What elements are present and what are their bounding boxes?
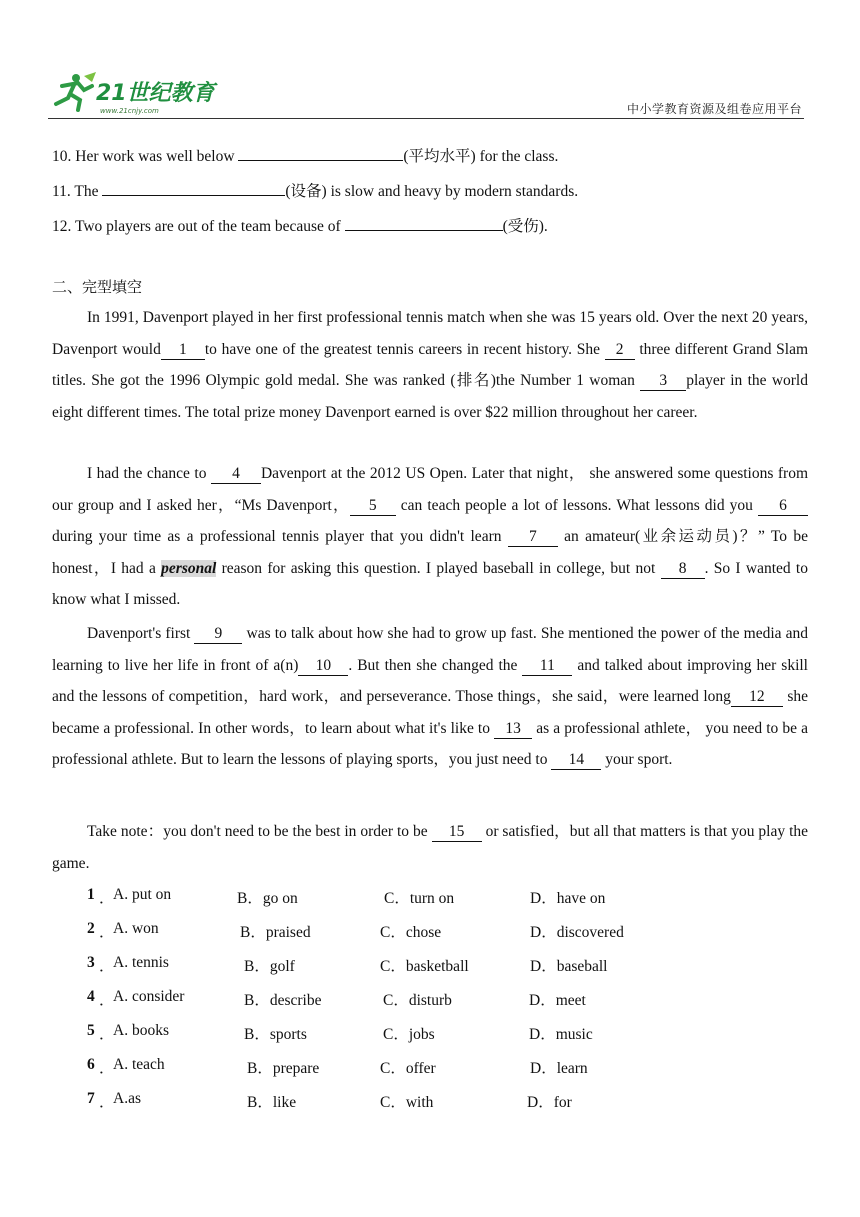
logo-21cnjy <box>48 70 218 118</box>
blank-10[interactable]: 10 <box>298 657 348 676</box>
option-b[interactable]: B．go on <box>237 890 298 907</box>
blank-7[interactable]: 7 <box>508 528 558 547</box>
option-c[interactable]: C．basketball <box>380 958 469 975</box>
option-a[interactable]: A. tennis <box>113 954 169 971</box>
fill-item-12: 12. Two players are out of the team because of (受伤). <box>52 218 548 235</box>
question-number: 3 <box>87 954 95 971</box>
fill-item-11: 11. The (设备) is slow and heavy by modern standards. <box>52 183 579 200</box>
logo-text: 21世纪教育 <box>96 81 215 106</box>
option-a[interactable]: A.as <box>113 1090 141 1107</box>
option-d[interactable]: D．discovered <box>530 924 624 941</box>
runner-icon <box>56 72 96 110</box>
passage-paragraph-3: Davenport's first 9 was to talk about how she had to grow up fast. She mentioned the power of the media and learning to live her life in front of a(n) 10 . But then she changed the 11 and talked about improving her skill and the lessons of competition，hard work，and perseverance. Those things，she said，were learned long 12 she became a professional. In other words，to learn about what it's like to 13 as a professional athlete， you need to be a professional athlete. But to learn the lessons of playing sports，you just need to 14 your sport. <box>52 625 808 768</box>
blank-4[interactable]: 4 <box>211 465 261 484</box>
answer-blank[interactable] <box>238 160 403 161</box>
passage-paragraph-1: In 1991, Davenport played in her first professional tennis match when she was 15 years old. Over the next 20 years, Davenport would 1 to have one of the greatest tennis careers in recent history. She 2 three different Grand Slam titles. She got the 1996 Olympic gold medal. She was ranked (排名)the Number 1 woman 3 player in the world eight different times. The total prize money Davenport earned is over $22 million throughout her career. <box>52 309 808 421</box>
option-b[interactable]: B．sports <box>244 1026 307 1043</box>
option-a[interactable]: A. consider <box>113 988 185 1005</box>
option-d[interactable]: D．have on <box>530 890 606 907</box>
passage-paragraph-4: Take note：you don't need to be the best in order to be 15 or satisfied，but all that matters is that you play the game. <box>52 823 809 872</box>
blank-2[interactable]: 2 <box>605 341 635 360</box>
question-number: 6 <box>87 1056 95 1073</box>
blank-11[interactable]: 11 <box>522 657 572 676</box>
option-d[interactable]: D．meet <box>529 992 586 1009</box>
option-a[interactable]: A. won <box>113 920 159 937</box>
option-b[interactable]: B．describe <box>244 992 322 1009</box>
option-b[interactable]: B．praised <box>240 924 311 941</box>
section-title: 二、完型填空 <box>52 278 143 296</box>
blank-5[interactable]: 5 <box>350 497 396 516</box>
option-d[interactable]: D．learn <box>530 1060 588 1077</box>
page-header <box>48 70 804 120</box>
blank-15[interactable]: 15 <box>432 823 482 842</box>
blank-3[interactable]: 3 <box>640 372 686 391</box>
question-number: 7 <box>87 1090 95 1107</box>
question-number: 4 <box>87 988 95 1005</box>
option-d[interactable]: D．for <box>527 1094 572 1111</box>
blank-14[interactable]: 14 <box>551 751 601 770</box>
option-a[interactable]: A. put on <box>113 886 172 903</box>
question-number: 1 <box>87 886 95 903</box>
answer-blank[interactable] <box>102 195 285 196</box>
option-c[interactable]: C．chose <box>380 924 442 941</box>
option-b[interactable]: B．golf <box>244 958 295 975</box>
option-b[interactable]: B．prepare <box>247 1060 320 1077</box>
blank-13[interactable]: 13 <box>494 720 532 739</box>
header-rule <box>48 118 804 119</box>
question-number: 2 <box>87 920 95 937</box>
option-a[interactable]: A. teach <box>113 1056 165 1073</box>
option-c[interactable]: C．turn on <box>384 890 455 907</box>
option-d[interactable]: D．baseball <box>530 958 608 975</box>
passage-paragraph-2: I had the chance to 4 Davenport at the 2012 US Open. Later that night， she answered some questions from our group and I asked her，“Ms Davenport， 5 can teach people a lot of lessons. What lessons did you 6 during your time as a professional tennis player that you didn't learn 7 an amateur(业余运动员)？” To be honest，I had a personal reason for asking this question. I played baseball in college, but not 8 . So I wanted to know what I missed. <box>52 465 808 608</box>
option-c[interactable]: C．jobs <box>383 1026 435 1043</box>
question-number: 5 <box>87 1022 95 1039</box>
highlighted-word: personal <box>161 559 217 577</box>
fill-item-10: 10. Her work was well below (平均水平) for the class. <box>52 148 559 165</box>
option-b[interactable]: B．like <box>247 1094 297 1111</box>
option-c[interactable]: C．offer <box>380 1060 436 1077</box>
answer-blank[interactable] <box>345 230 503 231</box>
blank-1[interactable]: 1 <box>161 341 205 360</box>
blank-12[interactable]: 12 <box>731 688 783 707</box>
option-a[interactable]: A. books <box>113 1022 169 1039</box>
logo-url: www.21cnjy.com <box>100 107 159 115</box>
blank-8[interactable]: 8 <box>661 560 705 579</box>
option-d[interactable]: D．music <box>529 1026 593 1043</box>
blank-9[interactable]: 9 <box>194 625 242 644</box>
blank-6[interactable]: 6 <box>758 497 808 516</box>
platform-name: 中小学教育资源及组卷应用平台 <box>626 102 802 116</box>
option-c[interactable]: C．with <box>380 1094 434 1111</box>
option-c[interactable]: C．disturb <box>383 992 452 1009</box>
